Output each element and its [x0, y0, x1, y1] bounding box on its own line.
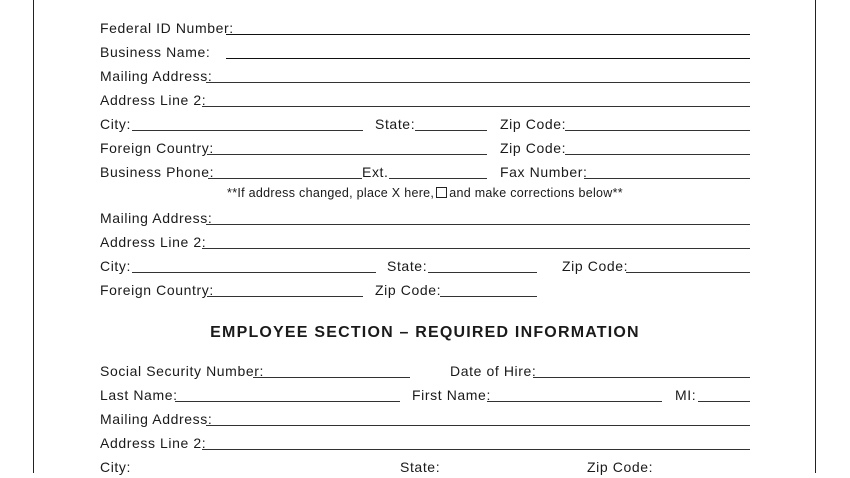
- employee-zip-label: Zip Code:: [587, 459, 654, 475]
- mailing-address-row: [100, 67, 752, 87]
- date-of-hire-label: Date of Hire:: [450, 363, 537, 379]
- new-foreign-country-row: [100, 281, 752, 301]
- city-row: [100, 115, 752, 135]
- employee-section-heading: EMPLOYEE SECTION – REQUIRED INFORMATION: [210, 324, 640, 341]
- new-foreign-country-label: Foreign Country:: [100, 282, 214, 298]
- employee-mailing-address-field[interactable]: [206, 425, 750, 426]
- new-foreign-country-field[interactable]: [207, 296, 363, 297]
- zip-label: Zip Code:: [500, 116, 567, 132]
- address-line2-field[interactable]: [202, 106, 750, 107]
- new-zip-label-2: Zip Code:: [375, 282, 442, 298]
- employee-mailing-address-label: Mailing Address:: [100, 411, 213, 427]
- federal-id-row: [100, 19, 752, 39]
- new-zip-field[interactable]: [626, 272, 750, 273]
- name-row: [100, 386, 752, 406]
- first-name-field[interactable]: [487, 401, 662, 402]
- fax-field[interactable]: [584, 178, 750, 179]
- business-phone-row: [100, 163, 752, 183]
- zip-label-2: Zip Code:: [500, 140, 567, 156]
- state-label: State:: [375, 116, 416, 132]
- new-mailing-address-row: [100, 209, 752, 229]
- new-city-row: [100, 257, 752, 277]
- ext-label: Ext.: [362, 164, 389, 180]
- new-mailing-address-label: Mailing Address:: [100, 210, 213, 226]
- foreign-country-row: [100, 139, 752, 159]
- ext-field[interactable]: [389, 178, 487, 179]
- new-state-label: State:: [387, 258, 428, 274]
- date-of-hire-field[interactable]: [533, 377, 750, 378]
- new-state-field[interactable]: [428, 272, 537, 273]
- business-name-field[interactable]: [226, 58, 750, 59]
- address-change-note-start: **If address changed, place X here,: [227, 186, 435, 200]
- last-name-label: Last Name:: [100, 387, 178, 403]
- foreign-country-label: Foreign Country:: [100, 140, 214, 156]
- employee-city-label: City:: [100, 459, 131, 475]
- employee-city-row: [100, 458, 752, 478]
- new-zip-label: Zip Code:: [562, 258, 629, 274]
- federal-id-field[interactable]: [226, 34, 750, 35]
- city-label: City:: [100, 116, 131, 132]
- address-line2-label: Address Line 2:: [100, 92, 207, 108]
- foreign-country-field[interactable]: [207, 154, 487, 155]
- business-phone-label: Business Phone:: [100, 164, 215, 180]
- business-phone-field[interactable]: [208, 178, 362, 179]
- new-city-label: City:: [100, 258, 131, 274]
- new-address-line2-field[interactable]: [202, 248, 750, 249]
- mi-field[interactable]: [698, 401, 750, 402]
- last-name-field[interactable]: [175, 401, 400, 402]
- new-address-line2-label: Address Line 2:: [100, 234, 207, 250]
- fax-label: Fax Number:: [500, 164, 588, 180]
- mi-label: MI:: [675, 387, 697, 403]
- first-name-label: First Name:: [412, 387, 491, 403]
- address-change-note: [0, 186, 850, 200]
- address-line2-row: [100, 91, 752, 111]
- mailing-address-label: Mailing Address:: [100, 68, 213, 84]
- ssn-row: [100, 362, 752, 382]
- zip-field[interactable]: [565, 130, 750, 131]
- city-field[interactable]: [132, 130, 363, 131]
- address-change-note-end: and make corrections below**: [449, 186, 623, 200]
- business-name-label: Business Name:: [100, 44, 211, 60]
- new-mailing-address-field[interactable]: [206, 224, 750, 225]
- employee-address-line2-field[interactable]: [202, 449, 750, 450]
- employee-state-label: State:: [400, 459, 441, 475]
- employee-mailing-address-row: [100, 410, 752, 430]
- employee-address-line2-row: [100, 434, 752, 454]
- employee-address-line2-label: Address Line 2:: [100, 435, 207, 451]
- business-name-row: [100, 43, 752, 63]
- state-field[interactable]: [415, 130, 487, 131]
- new-zip-field-2[interactable]: [440, 296, 537, 297]
- ssn-label: Social Security Number:: [100, 363, 264, 379]
- federal-id-label: Federal ID Number:: [100, 20, 234, 36]
- mailing-address-field[interactable]: [206, 82, 750, 83]
- address-changed-checkbox[interactable]: [436, 187, 447, 198]
- ssn-field[interactable]: [253, 377, 410, 378]
- new-city-field[interactable]: [132, 272, 376, 273]
- zip-field-2[interactable]: [565, 154, 750, 155]
- new-address-line2-row: [100, 233, 752, 253]
